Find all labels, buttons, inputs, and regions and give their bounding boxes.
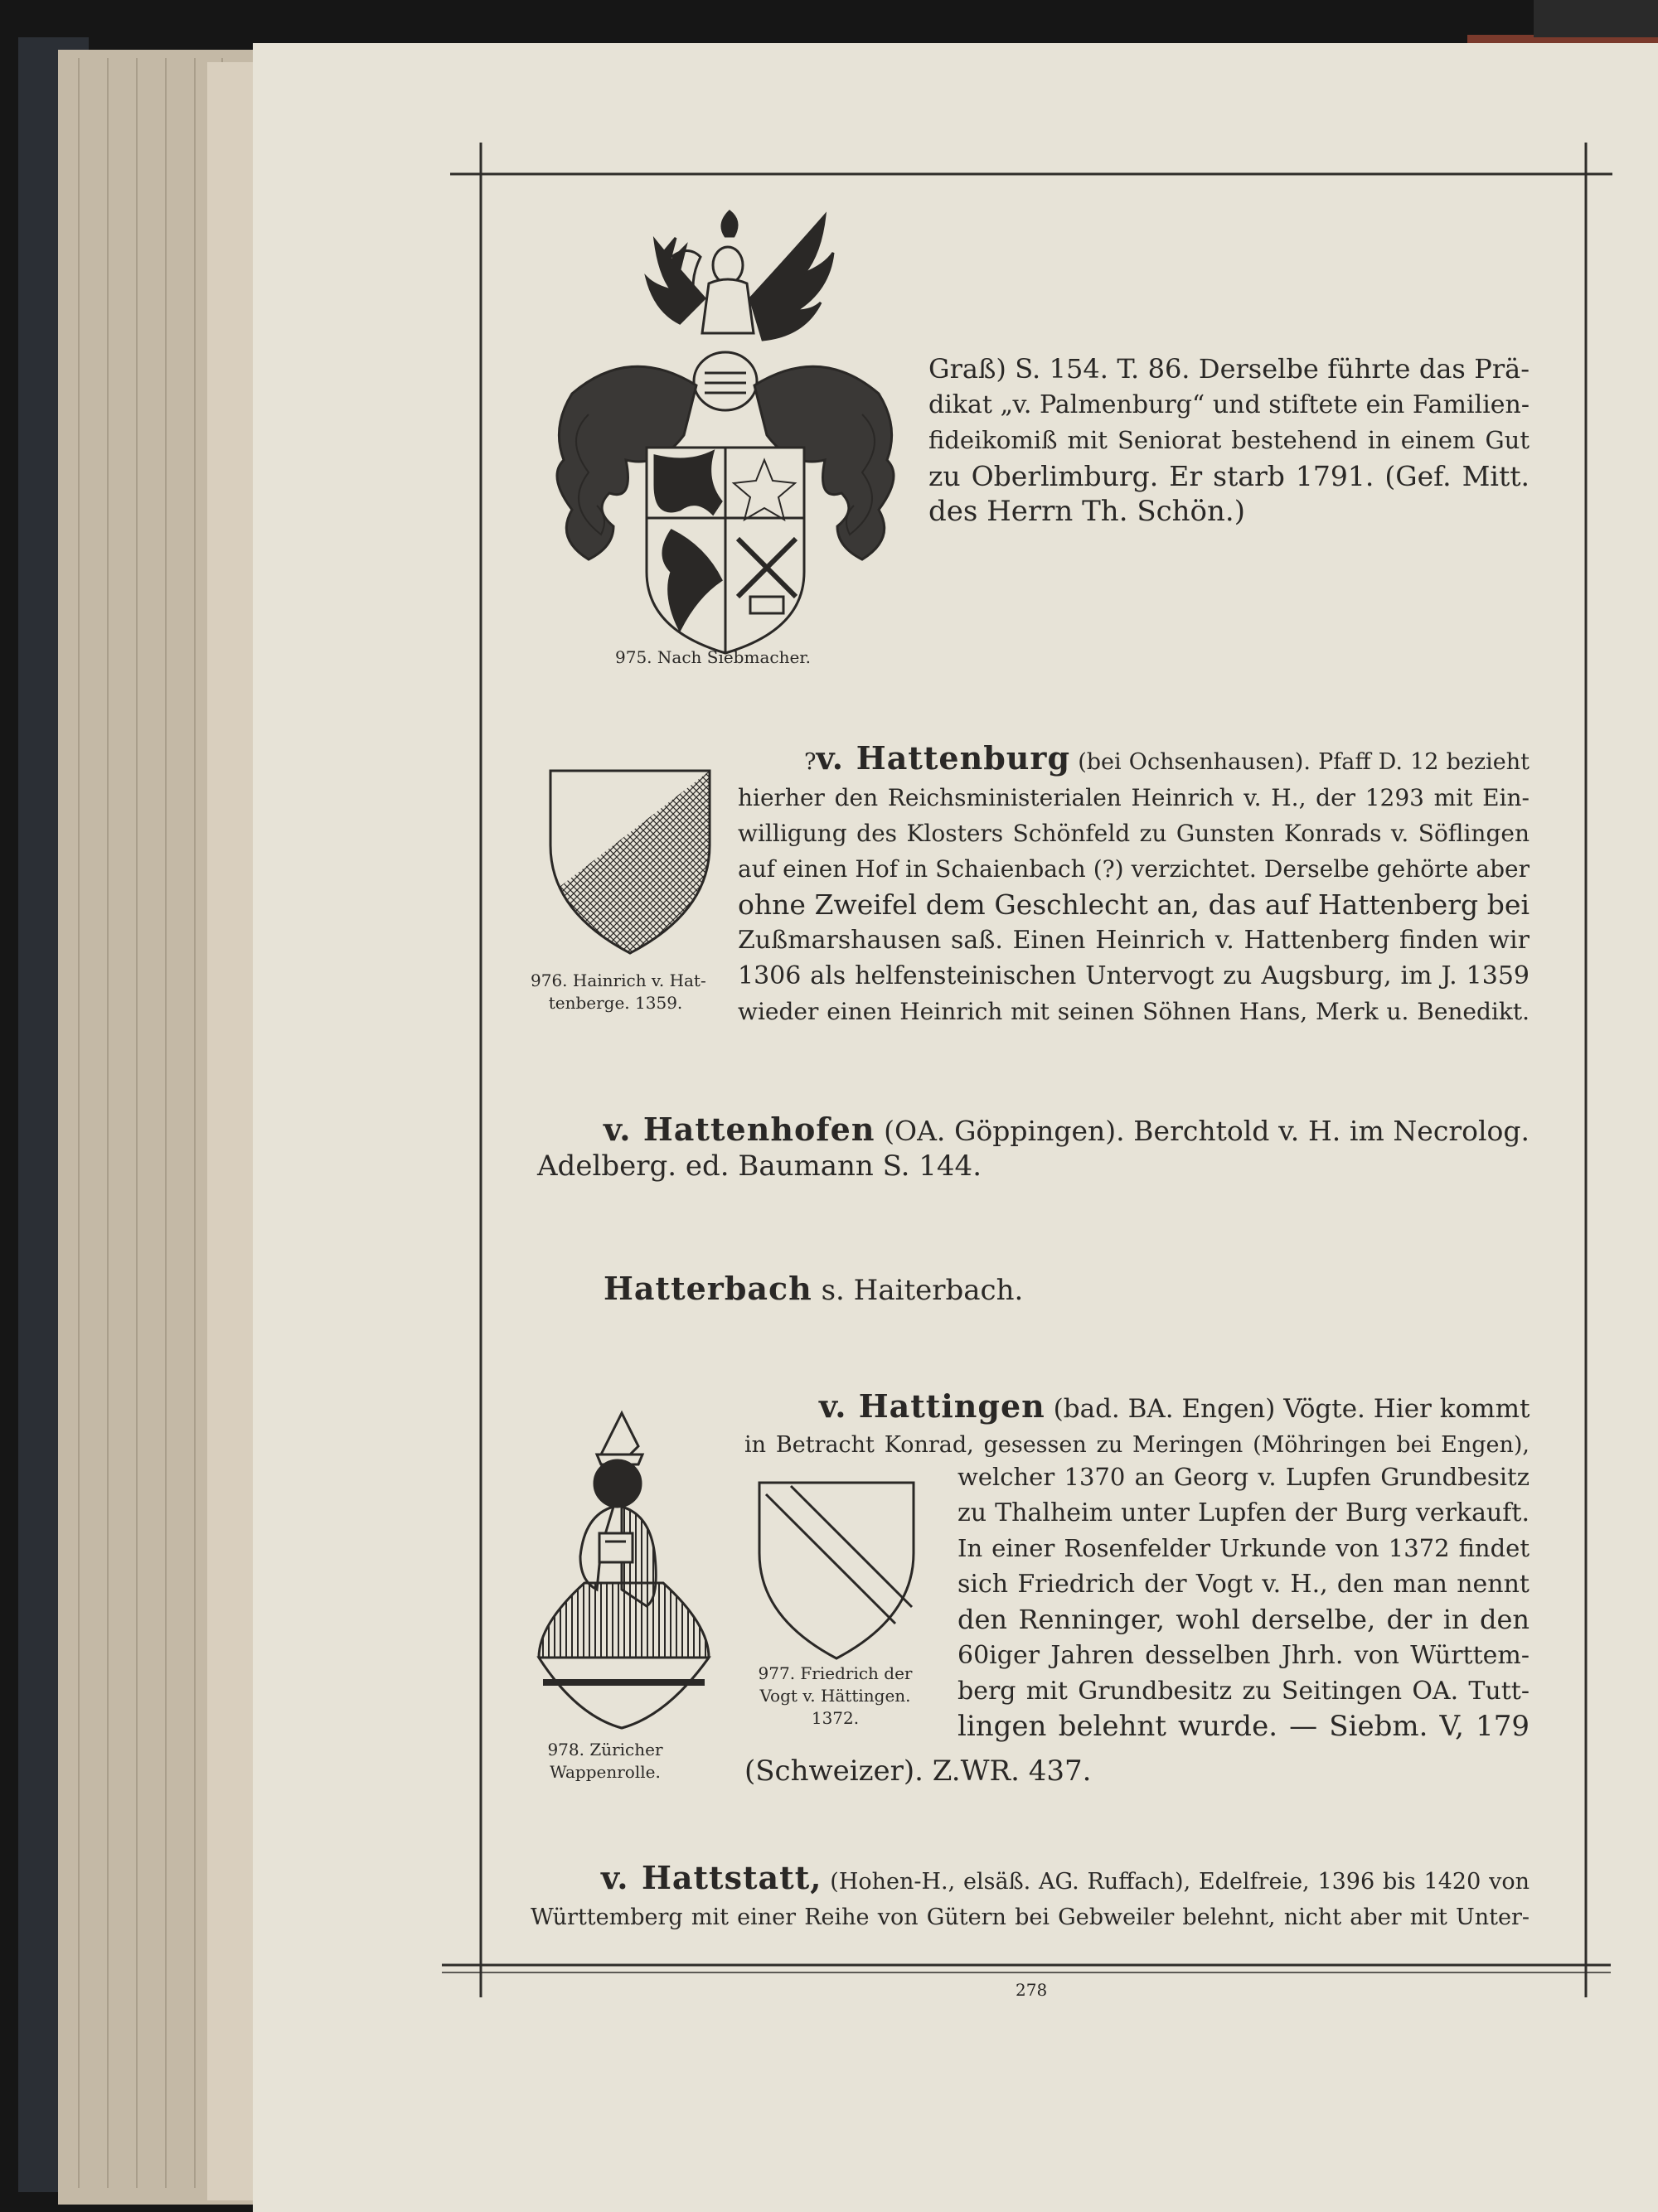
entry-line: in Betracht Konrad, gesessen zu Meringen (Möhringen bei Engen), (744, 1432, 1530, 1458)
entry-heading: v. Hattenburg (816, 739, 1071, 777)
entry-hattingen-head (744, 1388, 1530, 1463)
entry-hattenburg (738, 740, 1530, 1029)
entry-hattingen-last: (Schweizer). Z.WR. 437. (744, 1755, 1092, 1788)
entry-first-line (744, 1388, 1530, 1427)
caption-line: 976. Hainrich v. Hat- (531, 970, 706, 990)
entry-hattenhofen (537, 1111, 1530, 1184)
caption-line: tenberge. 1359. (548, 993, 683, 1013)
entry-line: Württemberg mit einer Reihe von Gütern bei Gebweiler belehnt, nicht aber mit Unter- (531, 1905, 1530, 1930)
fig976-caption (531, 970, 706, 1014)
entry-text: (OA. Göppingen). Berchtold v. H. im Necrolog. (875, 1115, 1530, 1147)
entry-line: sich Friedrich der Vogt v. H., den man nennt (957, 1570, 1530, 1599)
entry-text: s. Haiterbach. (812, 1274, 1024, 1307)
entry-first-line (531, 1860, 1530, 1900)
caption-line: 978. Züricher (547, 1740, 663, 1759)
entry-line: welcher 1370 an Georg v. Lupfen Grundbesitz (957, 1463, 1530, 1491)
page-number: 278 (1016, 1980, 1048, 2000)
entry-line: hierher den Reichsministerialen Heinrich v. H., der 1293 mit Ein- (738, 784, 1530, 811)
fig976-shield (547, 767, 713, 958)
caption-line: Wappenrolle. (550, 1762, 661, 1782)
entry-text: (bad. BA. Engen) Vögte. Hier kommt (1045, 1394, 1530, 1424)
entry-line: zu Oberlimburg. Er starb 1791. (Gef. Mitt. (928, 460, 1530, 492)
entry-line: den Renninger, wohl derselbe, der in den (957, 1604, 1530, 1635)
entry-line: 1306 als helfensteinischen Untervogt zu Augsburg, im J. 1359 (738, 961, 1530, 990)
entry-text: (Hohen-H., elsäß. AG. Ruffach), Edelfreie, 1396 bis 1420 von (822, 1869, 1530, 1895)
fig978-figure-arms (535, 1409, 713, 1740)
entry-heading: v. Hattingen (819, 1387, 1045, 1425)
entry-line: Graß) S. 154. T. 86. Derselbe führte das Prä- (928, 353, 1530, 385)
entry-line: Zußmarshausen saß. Einen Heinrich v. Hattenberg finden wir (738, 926, 1530, 955)
entry-first-line (738, 740, 1530, 780)
entry-line: willigung des Klosters Schönfeld zu Gunsten Konrads v. Söflingen (738, 820, 1530, 847)
entry-line: fideikomiß mit Seniorat bestehend in einem Gut (928, 426, 1530, 454)
entry-line: lingen belehnt wurde. — Siebm. V, 179 (957, 1710, 1530, 1743)
entry-heading: Hatterbach (604, 1270, 812, 1307)
entry-line: ohne Zweifel dem Geschlecht an, das auf Hattenberg bei (738, 888, 1530, 921)
caption-line: Vogt v. Hättingen. (759, 1686, 911, 1706)
entry-heading: v. Hattenhofen (604, 1111, 875, 1148)
entry-line: zu Thalheim unter Lupfen der Burg verkauft. (957, 1498, 1530, 1527)
fig978-caption (531, 1739, 680, 1784)
entry-line: Adelberg. ed. Baumann S. 144. (537, 1150, 982, 1183)
entry-text: (bei Ochsenhausen). Pfaff D. 12 bezieht (1070, 749, 1530, 775)
caption-line: 977. Friedrich der (758, 1663, 913, 1683)
entry-hattingen-body (957, 1459, 1530, 1745)
entry-first-line (537, 1111, 1530, 1149)
entry-line: 60iger Jahren desselben Jhrh. von Württem- (957, 1641, 1530, 1670)
entry-heading: v. Hattstatt, (601, 1859, 822, 1896)
entry-line: berg mit Grundbesitz zu Seitingen OA. Tutt- (957, 1677, 1530, 1706)
entry-line: des Herrn Th. Schön.) (928, 495, 1245, 528)
fig977-caption (750, 1663, 920, 1730)
entry-line: In einer Rosenfelder Urkunde von 1372 findet (957, 1534, 1530, 1562)
entry-prefix: ? (804, 749, 817, 775)
caption-line: 1372. (811, 1708, 860, 1728)
entry-hattstatt (531, 1860, 1530, 1935)
entry-line: wieder einen Heinrich mit seinen Söhnen Hans, Merk u. Benedikt. (738, 998, 1530, 1025)
fig975-caption: 975. Nach Siebmacher. (615, 647, 812, 667)
entry-continued (928, 351, 1530, 530)
entry-line: dikat „v. Palmenburg“ und stiftete ein Familien- (928, 390, 1530, 419)
fig977-shield (756, 1479, 918, 1662)
entry-line: auf einen Hof in Schaienbach (?) verzichtet. Derselbe gehörte aber (738, 855, 1530, 883)
fig975-coat-of-arms (539, 207, 904, 655)
entry-hatterbach (604, 1271, 1023, 1309)
